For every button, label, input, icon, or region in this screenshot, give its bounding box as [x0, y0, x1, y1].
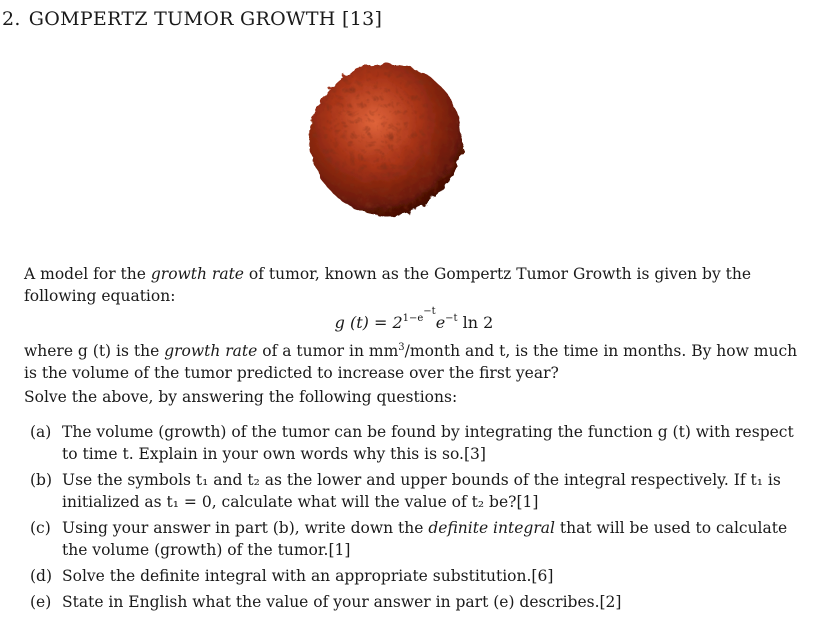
section-title: GOMPERTZ TUMOR GROWTH [13] — [28, 8, 383, 30]
question-d: (d) Solve the definite integral with an appropriate substitution.[6] — [30, 567, 554, 585]
instruction-text: Solve the above, by answering the following questions: — [24, 388, 458, 406]
where-paragraph: where g (t) is the growth rate of a tumor in $mm^3$/month and t, is the time in months. By how much is the volume of the tumor predicted to increase over the first year? — [24, 342, 798, 383]
question-c: (c) Using your answer in part (b), write down the definite integral that will be used to calculate the volume (growth) of the tumor.[1] — [30, 519, 788, 559]
question-b: (b) Use the symbols t₁ and t₂ as the lower and upper bounds of the integral respectively. If t₁ is initialized as t₁ = 0, calculate what will the value of t₂ be?[1] — [30, 471, 781, 511]
section-number: 2. — [2, 8, 21, 30]
gompertz-equation: g $(t) = 2^{1-e^{-t}}e^{-t}$ ln 2 — [334, 306, 494, 332]
question-a: (a) The volume (growth) of the tumor can be found by integrating the function g (t) with respect to time t. Explain in your own words why this is so.[3] — [30, 423, 794, 463]
section-heading — [2, 8, 382, 30]
question-e: (e) State in English what the value of your answer in part (e) describes.[2] — [30, 593, 622, 611]
tumor-cell-image — [303, 56, 469, 222]
intro-paragraph: A model for the growth rate of tumor, known as the Gompertz Tumor Growth is given by the following equation: — [24, 265, 752, 305]
question-list — [30, 421, 802, 617]
